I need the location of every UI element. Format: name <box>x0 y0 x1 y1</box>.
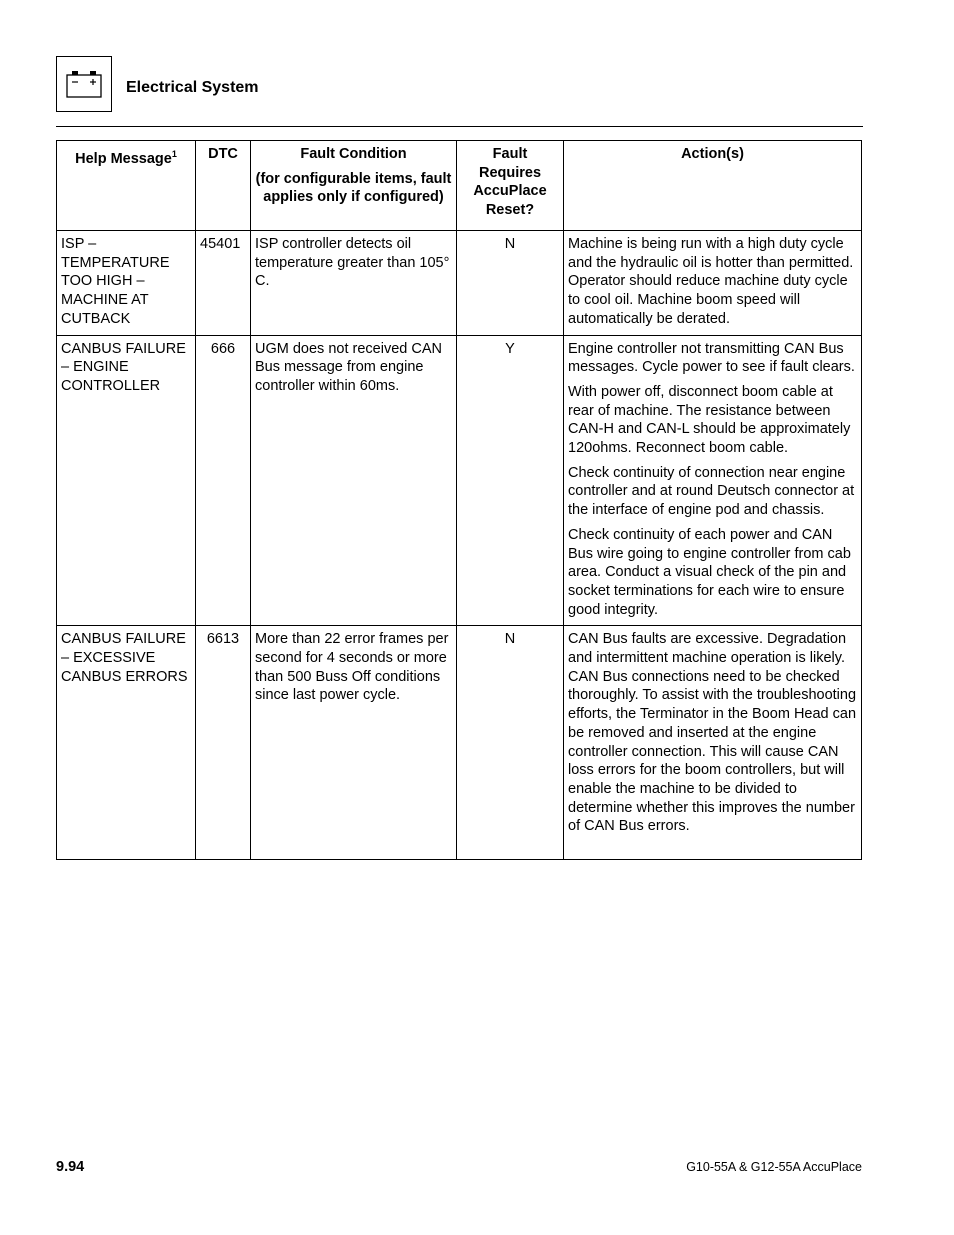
table-row <box>57 231 862 336</box>
section-title: Electrical System <box>126 79 259 96</box>
fault-condition-cell: UGM does not received CAN Bus message from engine controller within 60ms. <box>251 335 457 626</box>
table-header-row <box>57 141 862 231</box>
table-row <box>57 335 862 626</box>
header-actions: Action(s) <box>564 141 862 231</box>
actions-cell <box>564 231 862 336</box>
help-message-cell: CANBUS FAILURE – ENGINE CONTROLLER <box>57 335 196 626</box>
header-help-message: Help Message$^1$ <box>57 141 196 231</box>
page-number: 9.94 <box>56 1159 85 1175</box>
reset-cell: N <box>457 231 564 336</box>
table-row <box>57 626 862 860</box>
reset-cell: Y <box>457 335 564 626</box>
help-message-cell: CANBUS FAILURE – EXCESSIVE CANBUS ERRORS <box>57 626 196 860</box>
dtc-cell: 45401 <box>196 231 251 336</box>
header-dtc: DTC <box>196 141 251 231</box>
document-title: G10-55A & G12-55A AccuPlace <box>686 1160 862 1174</box>
header-fault-condition: Fault Condition (for configurable items, fault applies only if configured) <box>251 141 457 231</box>
actions-cell <box>564 335 862 626</box>
actions-cell <box>564 626 862 860</box>
action-paragraph: Machine is being run with a high duty cycle and the hydraulic oil is hotter than permitted. Operator should reduce machine duty cycle to cool oil. Machine boom speed will automatically be derated. <box>568 236 854 327</box>
action-paragraph: CAN Bus faults are excessive. Degradation and intermittent machine operation is likely. CAN Bus connections need to be checked thoroughly. To assist with the troubleshooting efforts, the Terminator in the Boom Head can be removed and inserted at the engine controller connection. This will cause CAN loss errors for the boom controllers, but will enable the machine to be divided to determine whether this improves the number of CAN Bus errors. <box>568 631 857 835</box>
fault-condition-cell: ISP controller detects oil temperature greater than 105° C. <box>251 231 457 336</box>
header-rule <box>56 126 863 127</box>
footnote-marker: 1 <box>171 149 177 159</box>
action-paragraph: Check continuity of each power and CAN Bus wire going to engine controller from cab area. Conduct a visual check of the pin and socket terminations for each wire to ensure good integrity. <box>568 526 851 618</box>
fault-table <box>56 140 862 860</box>
header-fault-condition-note: (for configurable items, fault applies only if configured) <box>255 170 452 206</box>
section-icon-box <box>56 56 112 112</box>
battery-icon <box>65 69 105 99</box>
dtc-cell: 666 <box>196 335 251 626</box>
header-reset: Fault Requires AccuPlace Reset? <box>457 141 564 231</box>
dtc-cell: 6613 <box>196 626 251 860</box>
action-paragraph: Engine controller not transmitting CAN Bus messages. Cycle power to see if fault clears. <box>568 340 855 376</box>
action-paragraph: Check continuity of connection near engine controller and at round Deutsch connector at the interface of engine pod and chassis. <box>568 464 855 519</box>
fault-condition-cell: More than 22 error frames per second for 4 seconds or more than 500 Buss Off conditions since last power cycle. <box>251 626 457 860</box>
reset-cell: N <box>457 626 564 860</box>
help-message-cell: ISP – TEMPERATURE TOO HIGH – MACHINE AT CUTBACK <box>57 231 196 336</box>
action-paragraph: With power off, disconnect boom cable at rear of machine. The resistance between CAN-H and CAN-L should be approximately 120ohms. Reconnect boom cable. <box>568 383 851 457</box>
